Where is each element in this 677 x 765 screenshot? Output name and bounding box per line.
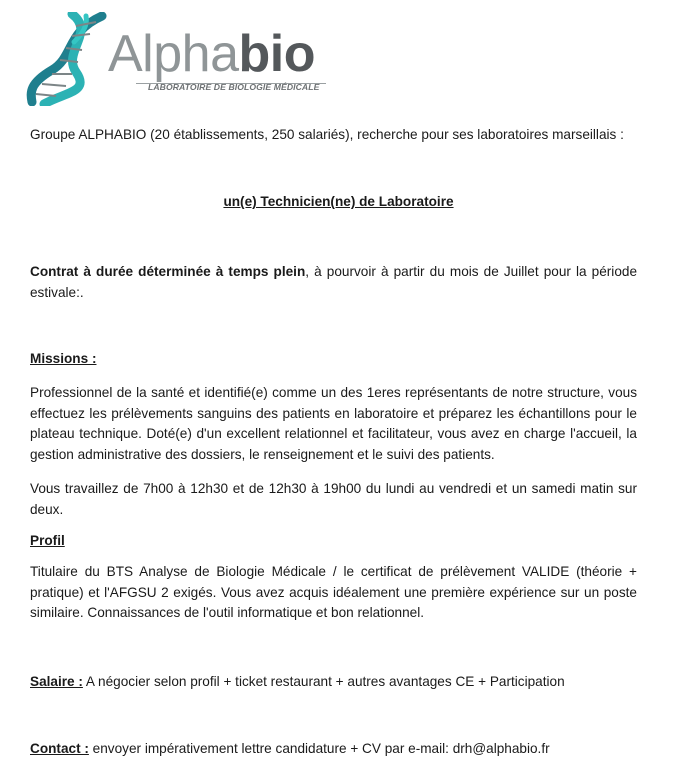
logo-tagline: LABORATOIRE DE BIOLOGIE MÉDICALE — [148, 82, 320, 92]
logo-wordmark — [108, 27, 315, 81]
contact-line — [30, 739, 637, 760]
contact-text: envoyer impérativement lettre candidature + CV par e-mail: drh@alphabio.fr — [88, 741, 550, 756]
salary-line — [30, 672, 637, 693]
missions-description: Professionnel de la santé et identifié(e) comme un des 1eres représentants de notre structure, vous effectuez les prélèvements sanguins des patients en laboratoire et préparez les échantillons pour le plateau technique. Doté(e) d'un excellent relationnel et facilitateur, vous avez en charge l'accueil, la gestion administrative des dossiers, le renseignement et le suivi des patients. — [30, 385, 637, 462]
profil-heading: Profil — [30, 533, 65, 548]
missions-heading: Missions : — [30, 351, 97, 366]
contract-type: Contrat à durée déterminée à temps plein — [30, 264, 306, 279]
contract-details: , à pourvoir à partir du mois de Juillet pour la période estivale:. — [30, 264, 637, 300]
salary-text: A négocier selon profil + ticket restaurant + autres avantages CE + Participation — [82, 674, 565, 689]
logo-word-bold: bio — [238, 25, 315, 83]
contact-label: Contact : — [30, 741, 89, 756]
dna-helix-icon — [26, 12, 118, 106]
salary-label: Salaire : — [30, 674, 83, 689]
schedule-text: Vous travaillez de 7h00 à 12h30 et de 12h30 à 19h00 du lundi au vendredi et un samedi matin sur deux. — [30, 481, 637, 517]
alphabio-logo — [26, 12, 336, 106]
logo-word-light: Alpha — [108, 25, 239, 83]
intro-text: Groupe ALPHABIO (20 établissements, 250 salariés), recherche pour ses laboratoires marseillais : — [30, 127, 624, 142]
job-title: un(e) Technicien(ne) de Laboratoire — [223, 194, 454, 209]
profil-description: Titulaire du BTS Analyse de Biologie Médicale / le certificat de prélèvement VALIDE (théorie + pratique) et l'AFGSU 2 exigés. Vous avez acquis idéalement une première expérience sur un poste similaire. Connaissances de l'outil informatique et bon relationnel. — [30, 564, 637, 620]
contract-paragraph — [30, 262, 637, 303]
